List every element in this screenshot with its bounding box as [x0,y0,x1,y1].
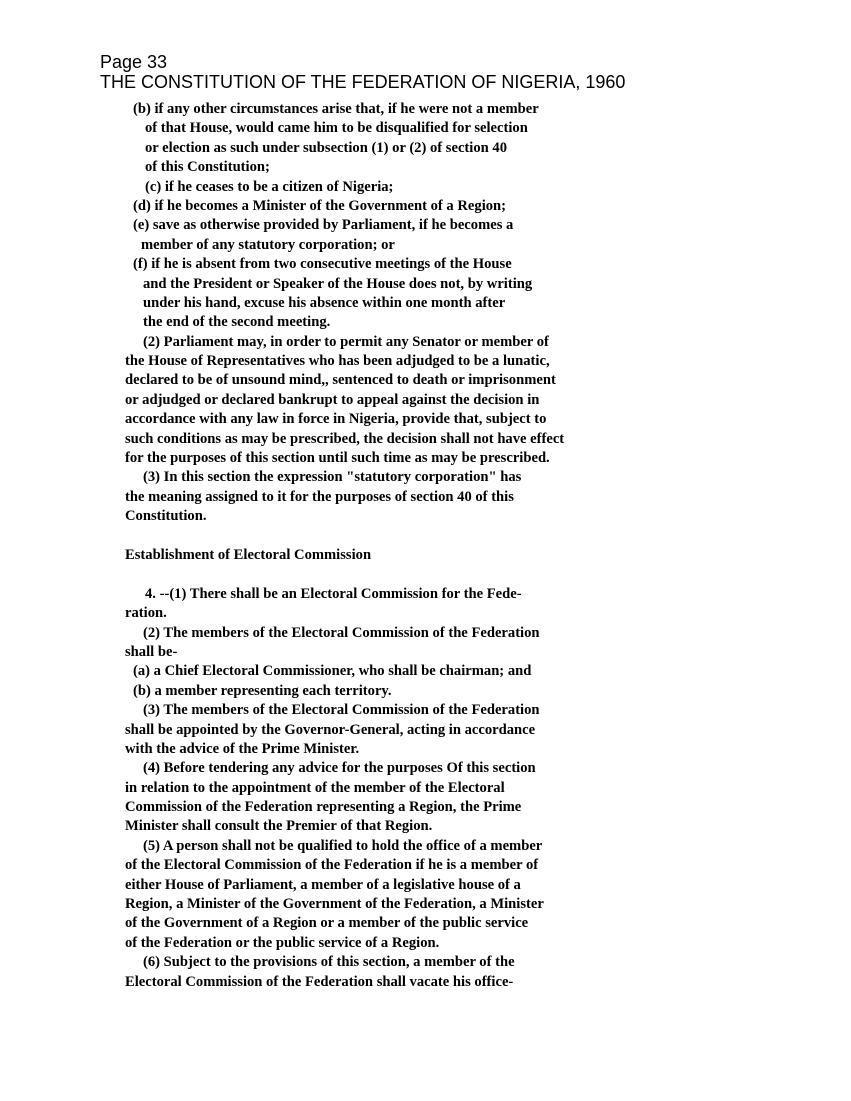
text-line: Electoral Commission of the Federation shall vacate his office- [125,973,514,990]
text-line: under his hand, excuse his absence within one month after [143,294,506,311]
page-number: Page 33 [100,52,168,72]
text-line: member of any statutory corporation; or [141,236,395,253]
text-line: of the Federation or the public service of a Region. [125,934,440,951]
text-line: the House of Representatives who has been adjudged to be a lunatic, [125,353,550,370]
text-line: of that House, would came him to be disqualified for selection [145,120,528,137]
blank-line [125,527,645,546]
text-line: such conditions as may be prescribed, the decision shall not have effect [125,430,565,447]
text-line: of the Government of a Region or a member of the public service [125,915,529,932]
blank-line [125,565,645,584]
text-line: Constitution. [125,508,207,525]
text-line: shall be- [125,643,178,660]
text-line: (c) if he ceases to be a citizen of Nigeria; [145,178,394,195]
text-line: or election as such under subsection (1) or (2) of section 40 [145,139,507,156]
text-line: shall be appointed by the Governor-General, acting in accordance [125,721,536,738]
text-line: (3) In this section the expression "statutory corporation" has [143,469,522,486]
text-line: (5) A person shall not be qualified to hold the office of a member [143,837,543,854]
text-line: ration. [125,605,167,622]
text-line: and the President or Speaker of the House does not, by writing [143,275,533,292]
text-line: Region, a Minister of the Government of the Federation, a Minister [125,896,544,913]
text-line: Minister shall consult the Premier of that Region. [125,818,433,835]
text-line: (4) Before tendering any advice for the purposes Of this section [143,760,536,777]
text-line: the meaning assigned to it for the purposes of section 40 of this [125,488,514,505]
document-body [125,100,645,992]
text-line: for the purposes of this section until such time as may be prescribed. [125,450,550,467]
text-line: (2) Parliament may, in order to permit any Senator or member of [143,333,549,350]
text-line: of the Electoral Commission of the Federation if he is a member of [125,857,539,874]
text-line: or adjudged or declared bankrupt to appeal against the decision in [125,391,540,408]
text-line: (a) a Chief Electoral Commissioner, who shall be chairman; and [133,663,532,680]
text-line: (6) Subject to the provisions of this section, a member of the [143,954,515,971]
text-line: declared to be of unsound mind,, sentenced to death or imprisonment [125,372,556,389]
text-line: (e) save as otherwise provided by Parliament, if he becomes a [133,217,514,234]
text-line: (2) The members of the Electoral Commission of the Federation [143,624,540,641]
text-line: either House of Parliament, a member of a legislative house of a [125,876,521,893]
text-line: (b) a member representing each territory. [133,682,392,699]
text-line: (b) if any other circumstances arise that, if he were not a member [133,101,539,117]
text-line: (3) The members of the Electoral Commission of the Federation [143,702,540,719]
page-header [100,52,625,92]
document-title: THE CONSTITUTION OF THE FEDERATION OF NIGERIA, 1960 [100,72,626,92]
text-line: (d) if he becomes a Minister of the Government of a Region; [133,197,507,214]
text-line: with the advice of the Prime Minister. [125,740,360,757]
text-line: of this Constitution; [145,159,270,176]
text-line: the end of the second meeting. [143,314,331,331]
text-line: accordance with any law in force in Nigeria, provide that, subject to [125,411,547,428]
text-line: (f) if he is absent from two consecutive meetings of the House [133,256,512,273]
section-heading: Establishment of Electoral Commission [125,546,372,563]
text-line: Commission of the Federation representing a Region, the Prime [125,799,522,816]
text-line: 4. --(1) There shall be an Electoral Commission for the Fede- [145,585,522,602]
text-line: in relation to the appointment of the member of the Electoral [125,779,505,796]
